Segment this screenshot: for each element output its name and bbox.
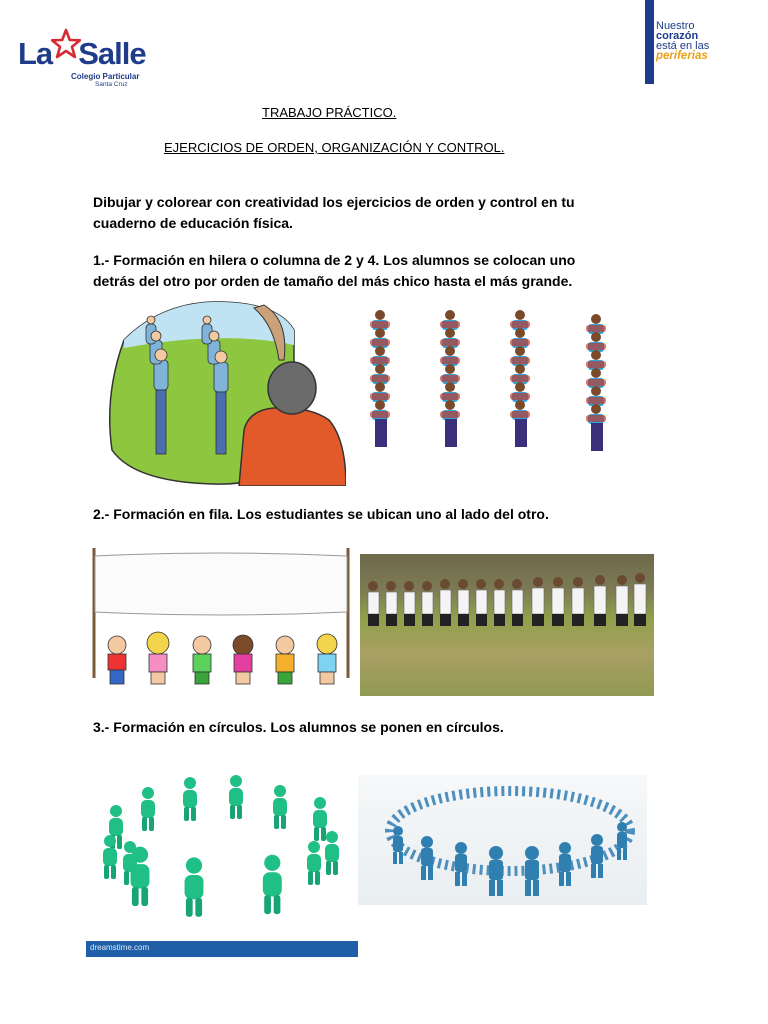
intro-paragraph bbox=[93, 192, 575, 234]
paragraph-line: cuaderno de educación física. bbox=[93, 215, 293, 231]
motto-line: está en las bbox=[656, 40, 710, 52]
paragraph-line: 3.- Formación en círculos. Los alumnos se ponen en círculos. bbox=[93, 719, 504, 735]
motto-line: corazón bbox=[656, 30, 699, 42]
logo-city: Santa Cruz bbox=[95, 81, 128, 88]
line-formation-illustration bbox=[89, 548, 353, 698]
green-circle-illustration bbox=[86, 771, 358, 957]
motto-badge bbox=[645, 0, 745, 84]
motto-bar bbox=[645, 0, 654, 84]
stock-watermark: dreamstime.com bbox=[90, 943, 150, 952]
paragraph-line: 2.- Formación en fila. Los estudiantes se ubican uno al lado del otro. bbox=[93, 506, 549, 522]
logo-word-la: La bbox=[18, 36, 53, 71]
paragraph-line: Dibujar y colorear con creatividad los ejercicios de orden y control en tu bbox=[93, 194, 575, 210]
logo-subtitle: Colegio Particular bbox=[71, 72, 140, 81]
blue-circle-illustration bbox=[358, 775, 647, 905]
motto-line: Nuestro bbox=[656, 20, 695, 32]
column-formation-illustration bbox=[104, 300, 346, 486]
page-subtitle: EJERCICIOS DE ORDEN, ORGANIZACIÓN Y CONTROL. bbox=[164, 140, 505, 155]
paragraph-line: 1.- Formación en hilera o columna de 2 y 4. Los alumnos se colocan uno bbox=[93, 252, 576, 268]
four-columns-illustration bbox=[362, 305, 620, 457]
stock-watermark-bar bbox=[86, 941, 358, 957]
school-logo bbox=[18, 28, 146, 90]
item-2-paragraph bbox=[93, 504, 549, 525]
page-title: TRABAJO PRÁCTICO. bbox=[262, 105, 397, 120]
motto-line: periferias bbox=[656, 50, 708, 62]
logo-word-salle: Salle bbox=[78, 36, 146, 71]
item-3-paragraph bbox=[93, 717, 504, 738]
paragraph-line: detrás del otro por orden de tamaño del más chico hasta el más grande. bbox=[93, 273, 573, 289]
star-icon bbox=[51, 28, 81, 60]
line-formation-photo bbox=[360, 554, 654, 696]
item-1-paragraph bbox=[93, 250, 575, 292]
